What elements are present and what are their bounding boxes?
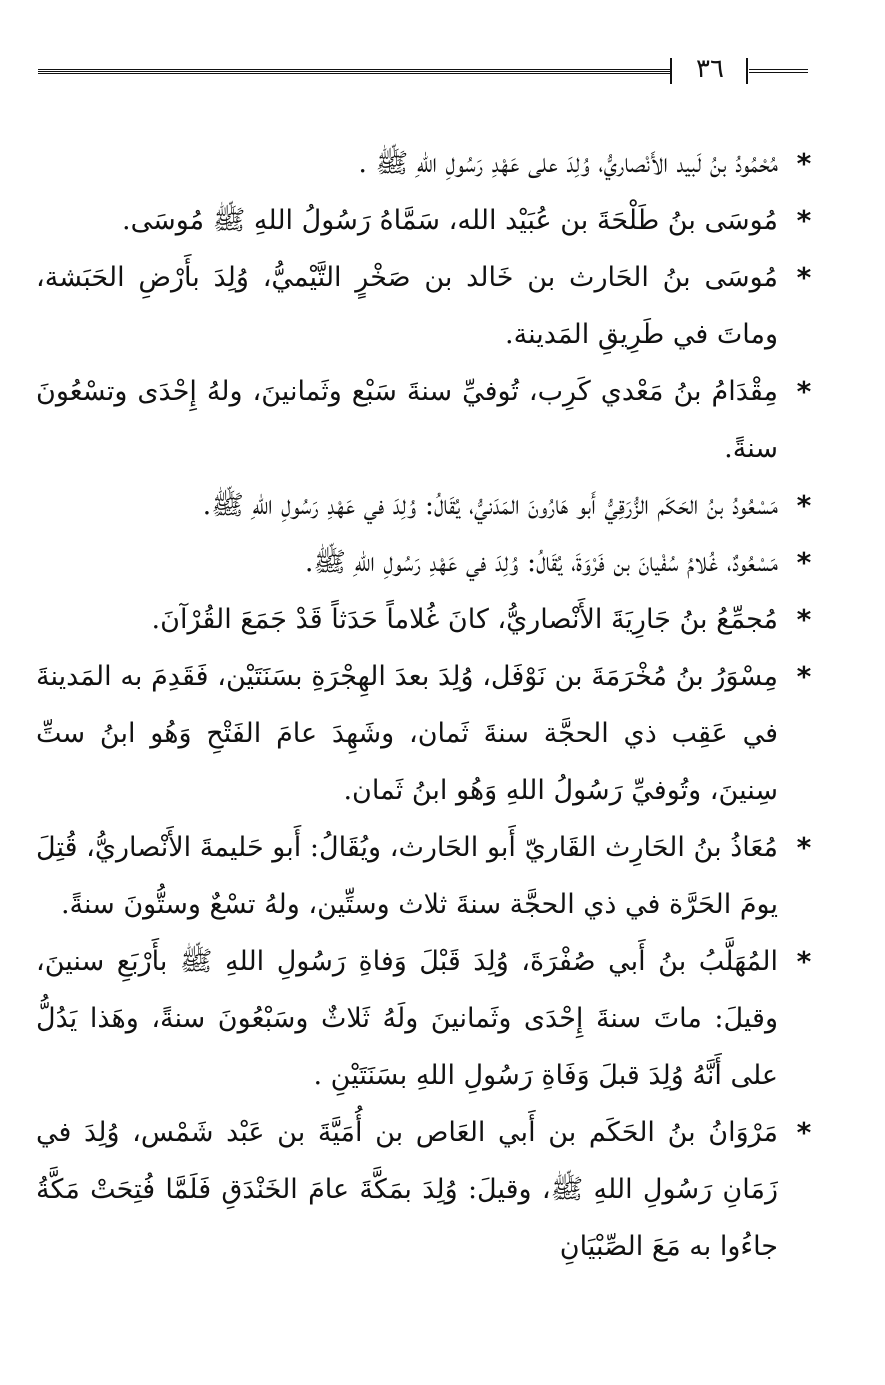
bullet-asterisk: * [796,204,812,237]
entry-text: مَرْوَانُ بنُ الحَكَم بن أَبي العَاص بن أُمَيَّةَ بن عَبْد شَمْس، وُلِدَ في زَمَانِ رَسُولِ اللهِ ﷺ، وقيلَ: وُلِدَ بمَكَّةَ عامَ الخَنْدَقِ فَلَمَّا فُتِحَتْ مَكَّةُ جاءُوا به مَعَ الصِّبْيَانِ [36,1117,778,1262]
entry [36,819,820,933]
entries-list [36,135,820,1275]
page-number: ٣٦ [696,54,724,84]
entry [36,933,820,1104]
entry-text: مِقْدَامُ بنُ مَعْدي كَرِب، تُوفيِّ سنةَ سَبْع وثَمانينَ، ولهُ إِحْدَى وتسْعُونَ سنةً. [36,376,778,464]
entry-text: مُعَاذُ بنُ الحَارِث القَاريّ أَبو الحَارث، ويُقَالُ: أَبو حَليمةَ الأَنْصاريُّ، قُتِلَ يومَ الحَرَّة في ذي الحجَّة سنةَ ثلاث وستِّين، ولهُ تسْعٌ وستُّونَ سنةً. [36,832,778,920]
header-rule-divider-right [746,58,748,84]
bullet-asterisk: * [796,603,812,636]
bullet-asterisk: * [796,831,812,864]
entry [36,249,820,363]
entry [36,1104,820,1275]
entry-text: مَسْعُودُ بنُ الحَكَم الزُّرَقِيُّ أَبو هَارُونَ المَدَنيُّ، يُقَالُ: وُلِدَ في عَهْدِ رَسُولِ اللهِ ﷺ. [202,490,778,521]
entry-text: مُوسَى بنُ الحَارث بن خَالد بن صَخْرٍ التَّيْميُّ، وُلِدَ بأَرْضِ الحَبَشة، وماتَ في طَرِيقِ المَدينة. [36,262,778,350]
header-rule-divider-left [670,58,672,84]
bullet-asterisk: * [796,546,812,579]
bullet-asterisk: * [796,261,812,294]
entry [36,135,820,192]
entry [36,363,820,477]
header-rule-long [38,69,670,72]
page-header [38,52,808,92]
entry [36,591,820,648]
bullet-asterisk: * [796,660,812,693]
entry-text: المُهَلَّبُ بنُ أَبي صُفْرَةَ، وُلِدَ قَبْلَ وَفاةِ رَسُولِ اللهِ ﷺ بأَرْبَعِ سنينَ، وقيلَ: ماتَ سنةَ إِحْدَى وثَمانينَ ولَهُ ثَلاثٌ وسَبْعُونَ سنةً، وهَذا يَدُلُّ على أَنَّهُ وُلِدَ قبلَ وَفَاةِ رَسُولِ اللهِ بسَنَتَيْنِ . [36,946,778,1091]
bullet-asterisk: * [796,1116,812,1149]
entry-text: مُجمِّعُ بنُ جَارِيَةَ الأَنْصاريُّ، كانَ غُلاماً حَدَثاً قَدْ جَمَعَ القُرْآنَ. [151,604,778,635]
entry-text: مِسْوَرُ بنُ مُخْرَمَةَ بن نَوْفَل، وُلِدَ بعدَ الهِجْرَةِ بسَنَتَيْن، فَقَدِمَ به المَدينةَ في عَقِب ذي الحجَّة سنةَ ثَمان، وشَهِدَ عامَ الفَتْحِ وَهُو ابنُ ستِّ سِنينَ، وتُوفيِّ رَسُولُ اللهِ وَهُو ابنُ ثَمان. [36,661,778,806]
bullet-asterisk: * [796,489,812,522]
bullet-asterisk: * [796,147,812,180]
bullet-asterisk: * [796,375,812,408]
entry-text: مَسْعُودٌ، غُلامُ سُفْيانَ بن فَرْوَةَ، يُقَالُ: وُلِدَ في عَهْدِ رَسُولِ اللهِ ﷺ. [304,547,778,578]
entry [36,534,820,591]
header-rule-short [749,69,808,73]
entry-text: مُوسَى بنُ طَلْحَةَ بن عُبَيْد الله، سَمَّاهُ رَسُولُ اللهِ ﷺ مُوسَى. [122,205,778,236]
entry [36,648,820,819]
entry [36,192,820,249]
bullet-asterisk: * [796,945,812,978]
entry-text: مُحْمُودُ بنُ لَبيد الأَنْصاريُّ، وُلِدَ على عَهْدِ رَسُولِ اللهِ ﷺ . [358,148,778,179]
entry [36,477,820,534]
